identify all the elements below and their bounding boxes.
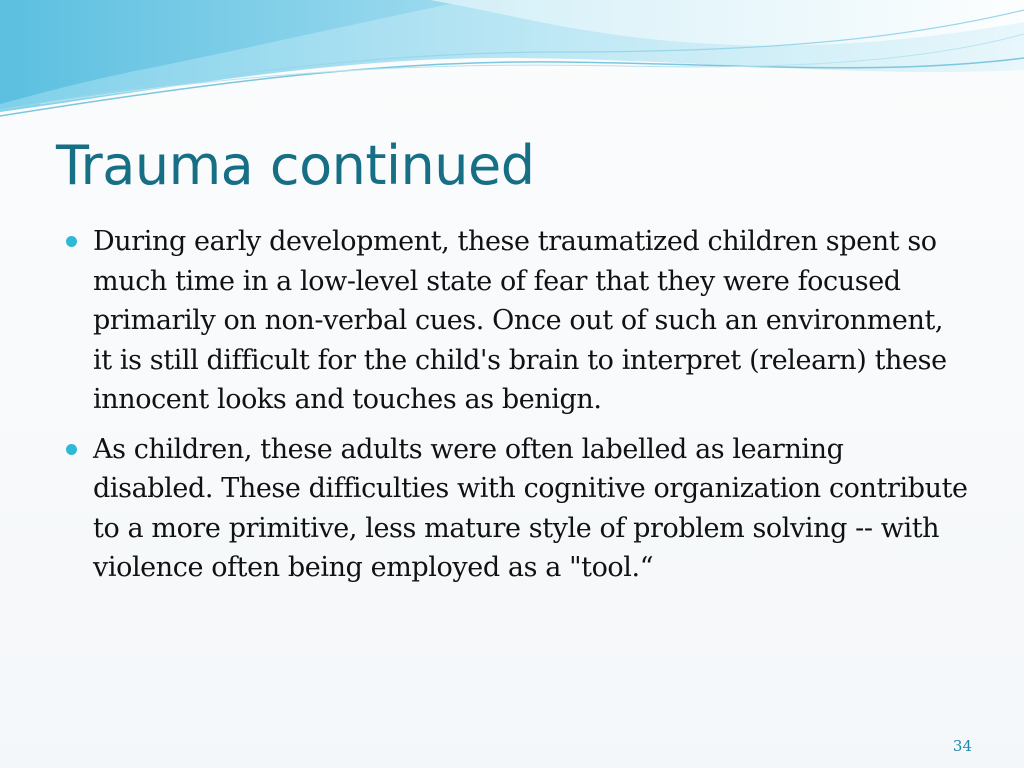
- bullet-text: As children, these adults were often labelled as learning disabled. These difficulties with cognitive organization contribute to a more primitive, less mature style of problem solving -- with violence often being employed as a "tool.“: [93, 433, 968, 583]
- bullet-item: [64, 222, 969, 420]
- wave-header-decoration: [0, 0, 1024, 130]
- bullet-item: [64, 430, 969, 588]
- bullet-list: [64, 222, 969, 598]
- slide-title: Trauma continued: [56, 134, 535, 197]
- slide-number: 34: [952, 737, 972, 755]
- bullet-dot-icon: [66, 236, 77, 247]
- bullet-text: During early development, these traumatized children spent so much time in a low-level state of fear that they were focused primarily on non-verbal cues. Once out of such an environment, it is still difficult for the child's brain to interpret (relearn) these innocent looks and touches as benign.: [93, 226, 947, 415]
- bullet-dot-icon: [66, 444, 77, 455]
